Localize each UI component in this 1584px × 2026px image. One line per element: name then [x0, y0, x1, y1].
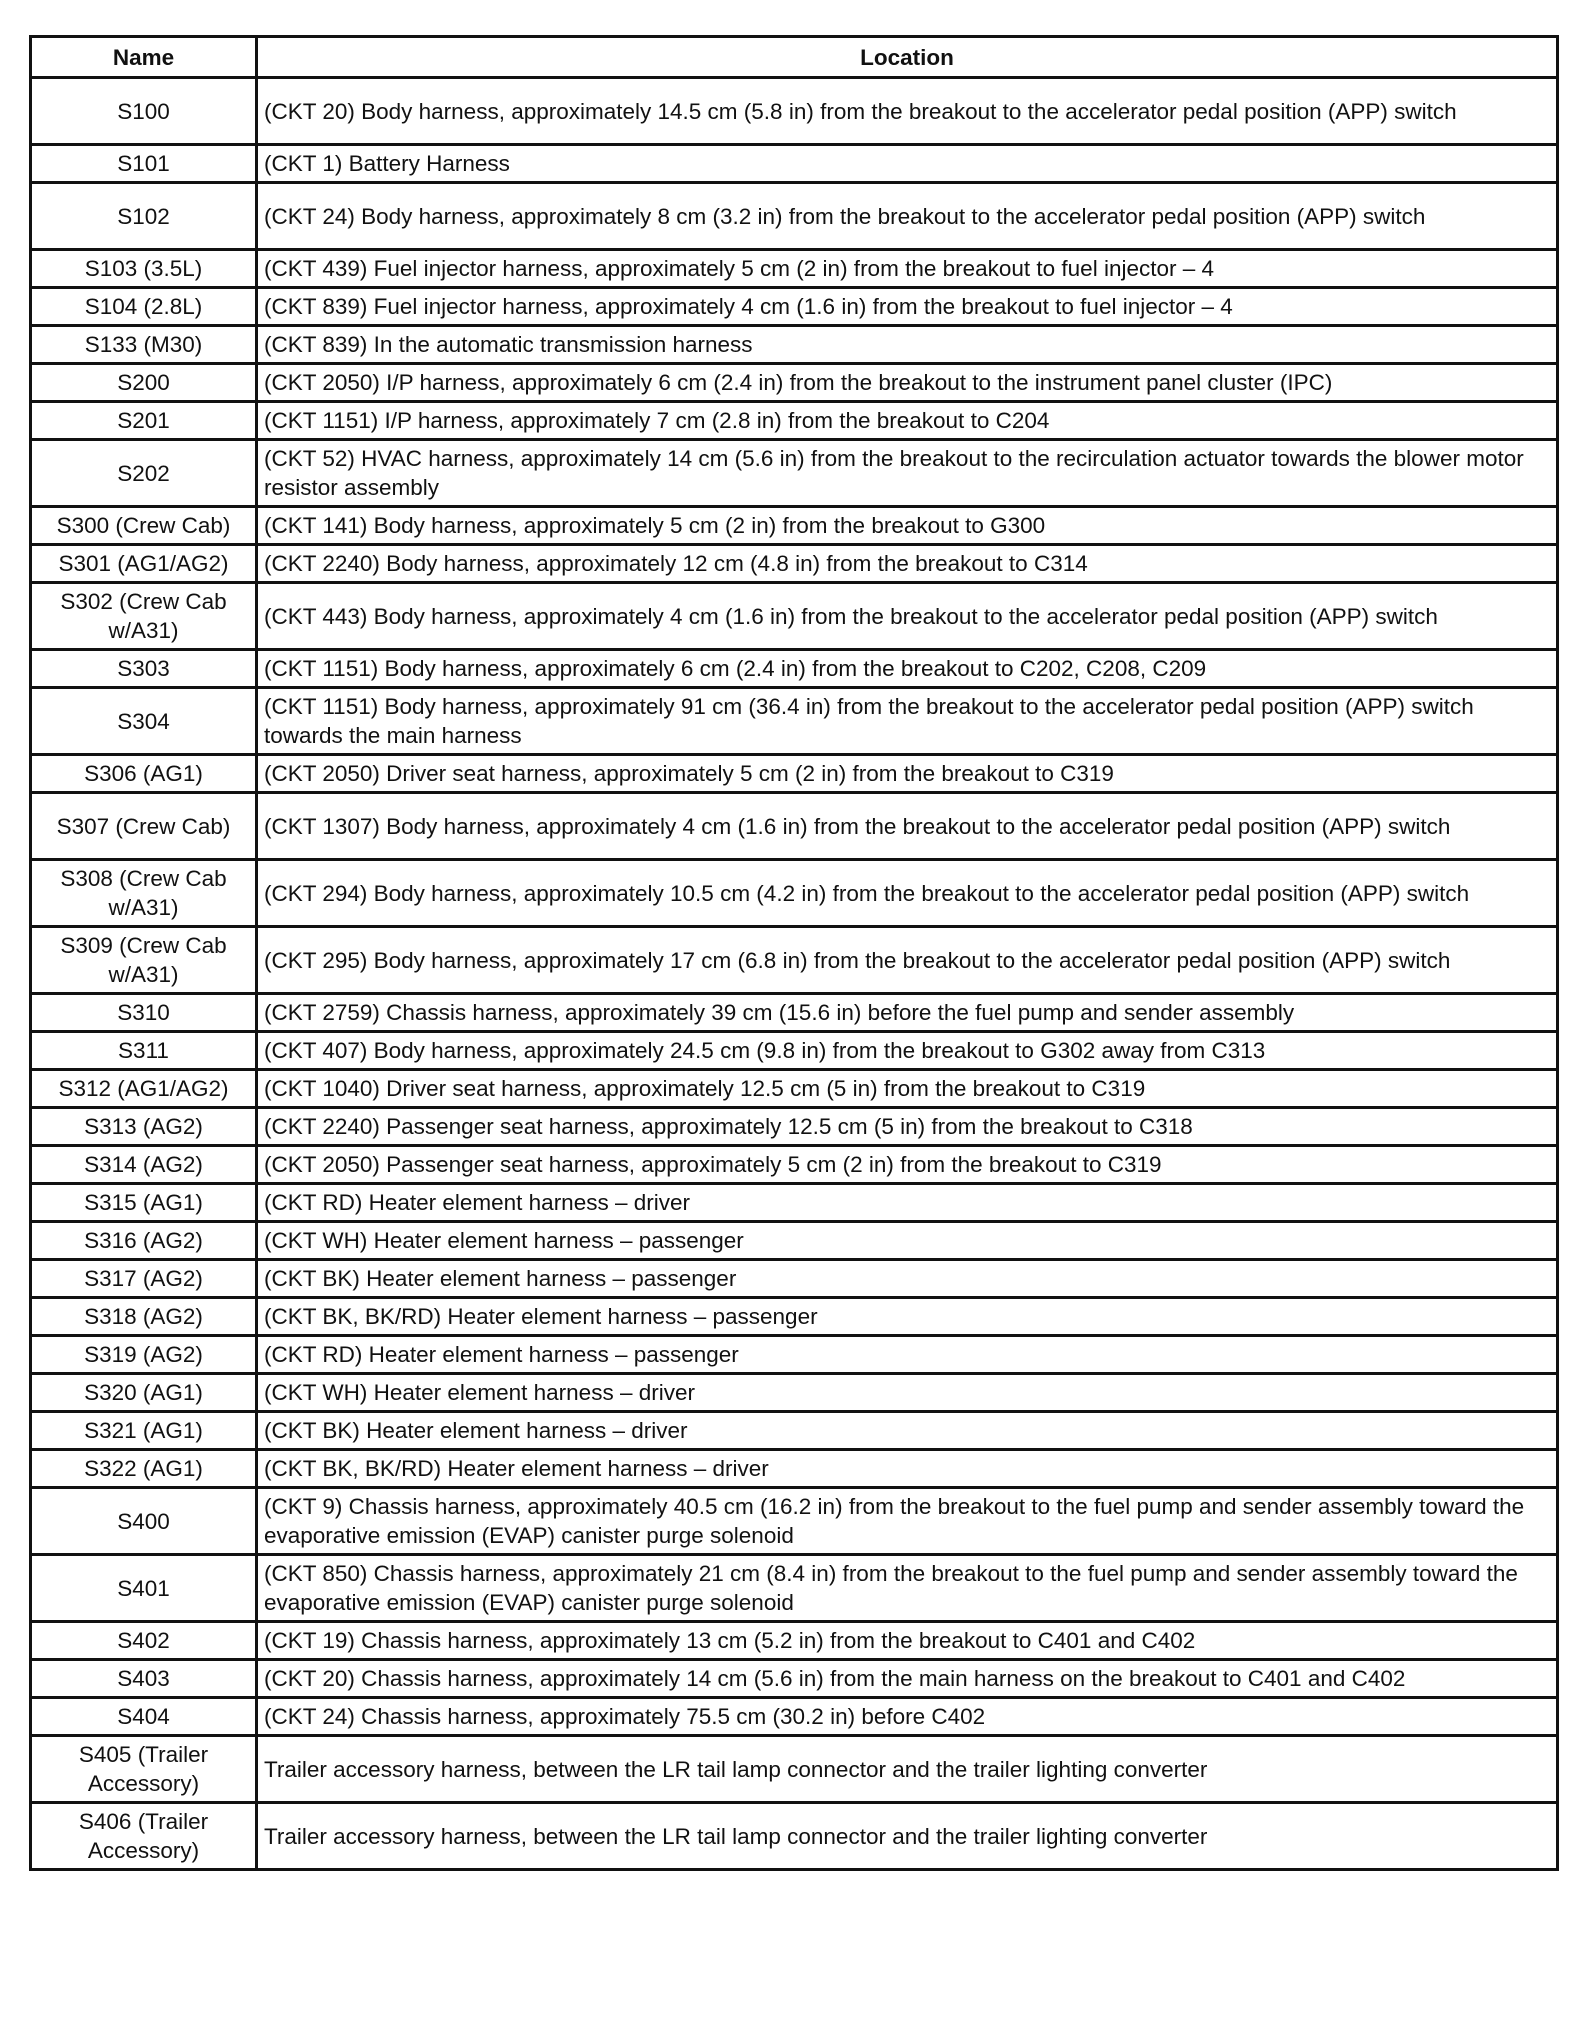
splice-location: (CKT 2240) Body harness, approximately 12 cm (4.8 in) from the breakout to C314 — [257, 545, 1558, 583]
table-row — [31, 650, 1558, 688]
table-row — [31, 1070, 1558, 1108]
splice-location: (CKT RD) Heater element harness – driver — [257, 1184, 1558, 1222]
splice-location: (CKT 839) Fuel injector harness, approximately 4 cm (1.6 in) from the breakout to fuel injector – 4 — [257, 288, 1558, 326]
table-row — [31, 326, 1558, 364]
splice-location: (CKT 407) Body harness, approximately 24.5 cm (9.8 in) from the breakout to G302 away from C313 — [257, 1032, 1558, 1070]
splice-location-table — [29, 35, 1559, 1871]
splice-name: S301 (AG1/AG2) — [31, 545, 257, 583]
table-row — [31, 1412, 1558, 1450]
splice-name: S311 — [31, 1032, 257, 1070]
table-row — [31, 402, 1558, 440]
splice-location: (CKT RD) Heater element harness – passenger — [257, 1336, 1558, 1374]
splice-name: S303 — [31, 650, 257, 688]
table-row — [31, 364, 1558, 402]
table-row — [31, 440, 1558, 507]
table-row — [31, 1184, 1558, 1222]
splice-name: S318 (AG2) — [31, 1298, 257, 1336]
splice-location: Trailer accessory harness, between the LR tail lamp connector and the trailer lighting converter — [257, 1736, 1558, 1803]
splice-location: (CKT 20) Body harness, approximately 14.5 cm (5.8 in) from the breakout to the accelerator pedal position (APP) switch — [257, 78, 1558, 145]
table-row — [31, 1222, 1558, 1260]
splice-name: S201 — [31, 402, 257, 440]
splice-location: (CKT BK, BK/RD) Heater element harness – passenger — [257, 1298, 1558, 1336]
splice-location: (CKT 19) Chassis harness, approximately 13 cm (5.2 in) from the breakout to C401 and C402 — [257, 1622, 1558, 1660]
table-row — [31, 1260, 1558, 1298]
splice-location: (CKT 24) Body harness, approximately 8 cm (3.2 in) from the breakout to the accelerator pedal position (APP) switch — [257, 183, 1558, 250]
splice-name: S103 (3.5L) — [31, 250, 257, 288]
splice-name: S304 — [31, 688, 257, 755]
splice-location: (CKT 9) Chassis harness, approximately 40.5 cm (16.2 in) from the breakout to the fuel pump and sender assembly toward the evaporative emission (EVAP) canister purge solenoid — [257, 1488, 1558, 1555]
table-row — [31, 250, 1558, 288]
splice-location: (CKT 2050) I/P harness, approximately 6 cm (2.4 in) from the breakout to the instrument panel cluster (IPC) — [257, 364, 1558, 402]
table-row — [31, 1555, 1558, 1622]
splice-name: S133 (M30) — [31, 326, 257, 364]
splice-name: S300 (Crew Cab) — [31, 507, 257, 545]
splice-location: (CKT 443) Body harness, approximately 4 cm (1.6 in) from the breakout to the accelerator pedal position (APP) switch — [257, 583, 1558, 650]
splice-location: (CKT 52) HVAC harness, approximately 14 cm (5.6 in) from the breakout to the recirculation actuator towards the blower motor resistor assembly — [257, 440, 1558, 507]
splice-location: (CKT 295) Body harness, approximately 17 cm (6.8 in) from the breakout to the accelerator pedal position (APP) switch — [257, 927, 1558, 994]
table-row — [31, 288, 1558, 326]
splice-location: (CKT WH) Heater element harness – driver — [257, 1374, 1558, 1412]
table-header-row — [31, 37, 1558, 78]
splice-name: S400 — [31, 1488, 257, 1555]
table-row — [31, 1336, 1558, 1374]
table-row — [31, 994, 1558, 1032]
splice-name: S404 — [31, 1698, 257, 1736]
splice-location: (CKT 1307) Body harness, approximately 4 cm (1.6 in) from the breakout to the accelerator pedal position (APP) switch — [257, 793, 1558, 860]
splice-location: (CKT 24) Chassis harness, approximately 75.5 cm (30.2 in) before C402 — [257, 1698, 1558, 1736]
splice-location: (CKT 141) Body harness, approximately 5 cm (2 in) from the breakout to G300 — [257, 507, 1558, 545]
splice-name: S313 (AG2) — [31, 1108, 257, 1146]
splice-name: S306 (AG1) — [31, 755, 257, 793]
splice-location: (CKT 1151) Body harness, approximately 6 cm (2.4 in) from the breakout to C202, C208, C209 — [257, 650, 1558, 688]
table-row — [31, 1032, 1558, 1070]
splice-name: S320 (AG1) — [31, 1374, 257, 1412]
splice-name: S322 (AG1) — [31, 1450, 257, 1488]
table-row — [31, 1660, 1558, 1698]
splice-location: (CKT BK) Heater element harness – driver — [257, 1412, 1558, 1450]
splice-name: S314 (AG2) — [31, 1146, 257, 1184]
table-row — [31, 583, 1558, 650]
splice-name: S316 (AG2) — [31, 1222, 257, 1260]
table-row — [31, 1736, 1558, 1803]
table-row — [31, 1108, 1558, 1146]
splice-name: S302 (Crew Cab w/A31) — [31, 583, 257, 650]
splice-name: S310 — [31, 994, 257, 1032]
table-row — [31, 1298, 1558, 1336]
table-row — [31, 1803, 1558, 1870]
splice-name: S312 (AG1/AG2) — [31, 1070, 257, 1108]
table-row — [31, 1374, 1558, 1412]
splice-name: S202 — [31, 440, 257, 507]
splice-name: S104 (2.8L) — [31, 288, 257, 326]
splice-name: S309 (Crew Cab w/A31) — [31, 927, 257, 994]
table-row — [31, 145, 1558, 183]
splice-name: S200 — [31, 364, 257, 402]
splice-name: S403 — [31, 1660, 257, 1698]
column-header-location: Location — [257, 37, 1558, 78]
splice-table-page — [29, 35, 1556, 1871]
splice-location: (CKT 850) Chassis harness, approximately 21 cm (8.4 in) from the breakout to the fuel pump and sender assembly toward the evaporative emission (EVAP) canister purge solenoid — [257, 1555, 1558, 1622]
splice-location: (CKT 439) Fuel injector harness, approximately 5 cm (2 in) from the breakout to fuel injector – 4 — [257, 250, 1558, 288]
splice-name: S315 (AG1) — [31, 1184, 257, 1222]
table-row — [31, 1450, 1558, 1488]
table-row — [31, 78, 1558, 145]
splice-location: (CKT BK) Heater element harness – passenger — [257, 1260, 1558, 1298]
table-row — [31, 1622, 1558, 1660]
table-row — [31, 507, 1558, 545]
splice-location: (CKT 2240) Passenger seat harness, approximately 12.5 cm (5 in) from the breakout to C318 — [257, 1108, 1558, 1146]
splice-location: (CKT WH) Heater element harness – passenger — [257, 1222, 1558, 1260]
splice-name: S402 — [31, 1622, 257, 1660]
splice-location: (CKT 294) Body harness, approximately 10.5 cm (4.2 in) from the breakout to the accelerator pedal position (APP) switch — [257, 860, 1558, 927]
table-row — [31, 545, 1558, 583]
splice-name: S307 (Crew Cab) — [31, 793, 257, 860]
splice-location: (CKT 1) Battery Harness — [257, 145, 1558, 183]
splice-location: (CKT BK, BK/RD) Heater element harness – driver — [257, 1450, 1558, 1488]
splice-location: (CKT 839) In the automatic transmission harness — [257, 326, 1558, 364]
table-row — [31, 927, 1558, 994]
splice-location: (CKT 1151) I/P harness, approximately 7 cm (2.8 in) from the breakout to C204 — [257, 402, 1558, 440]
table-row — [31, 860, 1558, 927]
table-row — [31, 1146, 1558, 1184]
column-header-name: Name — [31, 37, 257, 78]
table-row — [31, 183, 1558, 250]
splice-name: S406 (Trailer Accessory) — [31, 1803, 257, 1870]
table-row — [31, 688, 1558, 755]
splice-name: S101 — [31, 145, 257, 183]
splice-name: S401 — [31, 1555, 257, 1622]
splice-location: (CKT 2050) Passenger seat harness, approximately 5 cm (2 in) from the breakout to C319 — [257, 1146, 1558, 1184]
splice-location: (CKT 1151) Body harness, approximately 91 cm (36.4 in) from the breakout to the accelerator pedal position (APP) switch towards the main harness — [257, 688, 1558, 755]
splice-location: (CKT 2050) Driver seat harness, approximately 5 cm (2 in) from the breakout to C319 — [257, 755, 1558, 793]
splice-name: S100 — [31, 78, 257, 145]
table-row — [31, 1698, 1558, 1736]
table-row — [31, 755, 1558, 793]
splice-name: S321 (AG1) — [31, 1412, 257, 1450]
splice-location: Trailer accessory harness, between the LR tail lamp connector and the trailer lighting converter — [257, 1803, 1558, 1870]
splice-name: S102 — [31, 183, 257, 250]
splice-name: S308 (Crew Cab w/A31) — [31, 860, 257, 927]
table-row — [31, 1488, 1558, 1555]
splice-location: (CKT 2759) Chassis harness, approximately 39 cm (15.6 in) before the fuel pump and sender assembly — [257, 994, 1558, 1032]
splice-name: S319 (AG2) — [31, 1336, 257, 1374]
splice-location: (CKT 20) Chassis harness, approximately 14 cm (5.6 in) from the main harness on the breakout to C401 and C402 — [257, 1660, 1558, 1698]
splice-name: S405 (Trailer Accessory) — [31, 1736, 257, 1803]
table-row — [31, 793, 1558, 860]
splice-name: S317 (AG2) — [31, 1260, 257, 1298]
splice-location: (CKT 1040) Driver seat harness, approximately 12.5 cm (5 in) from the breakout to C319 — [257, 1070, 1558, 1108]
